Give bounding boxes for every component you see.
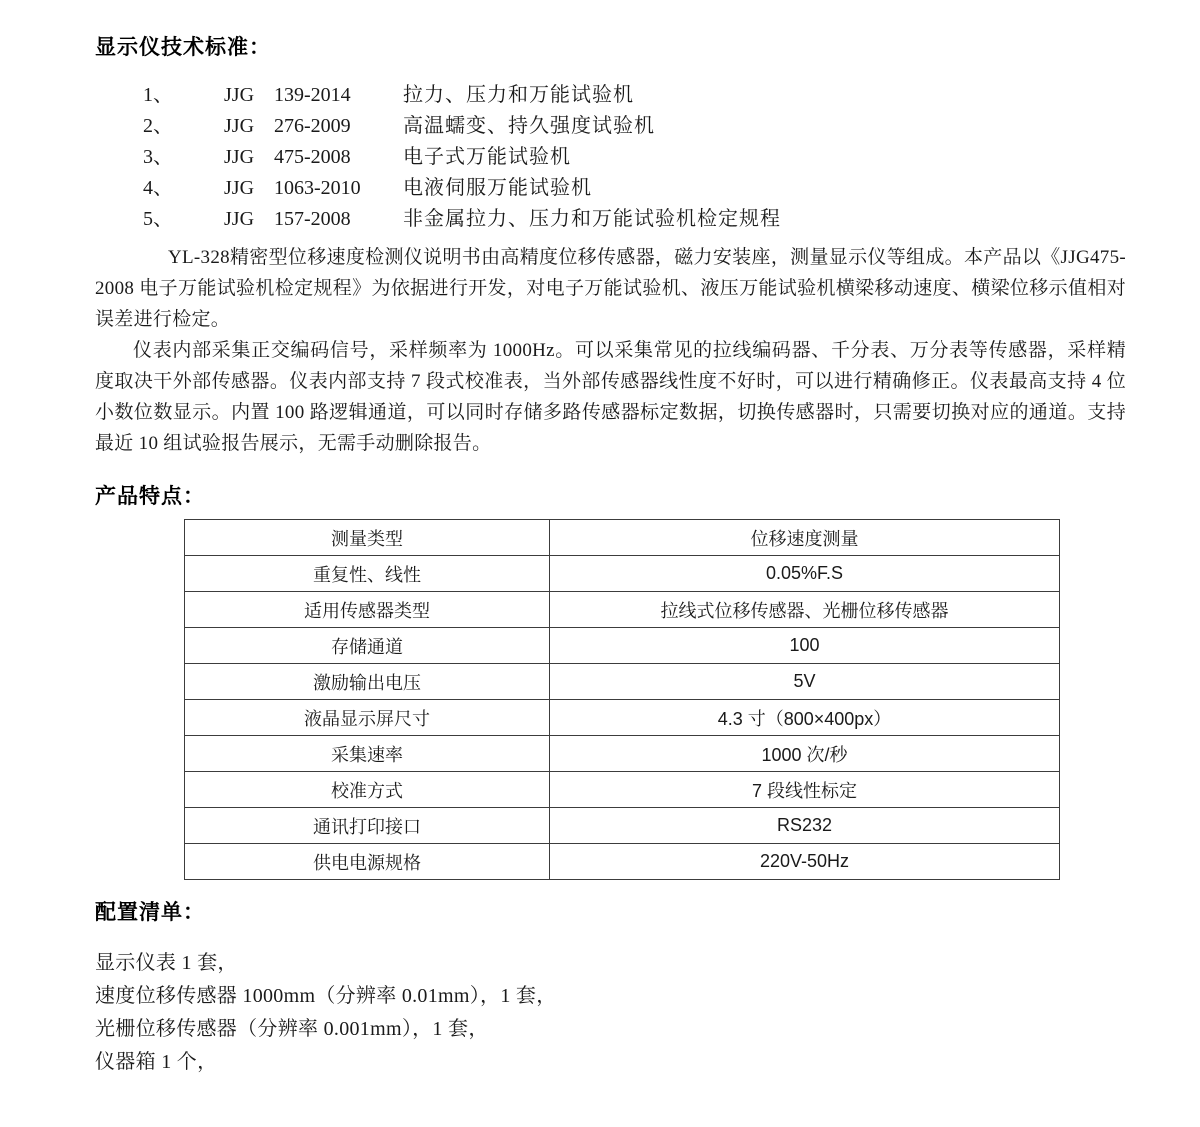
- standard-id: 1063-2010: [274, 177, 361, 199]
- spec-value-cell: RS232: [550, 808, 1060, 844]
- spec-table-row: [185, 520, 1060, 556]
- standard-list-item: [95, 204, 1126, 235]
- standard-id: 139-2014: [274, 84, 351, 106]
- standard-name: 电子式万能试验机: [403, 146, 571, 168]
- spec-value-cell: 5V: [550, 664, 1060, 700]
- standard-item-number: 1、: [143, 84, 173, 106]
- spec-value-cell: 位移速度测量: [550, 520, 1060, 556]
- standard-name: 电液伺服万能试验机: [403, 177, 592, 199]
- spec-label-cell: 激励输出电压: [185, 664, 550, 700]
- config-heading: 配置清单：: [95, 900, 205, 924]
- spec-table-row: [185, 664, 1060, 700]
- config-list-item: 速度位移传感器 1000mm（分辨率 0.01mm），1 套，: [95, 985, 557, 1007]
- spec-table-body: [185, 520, 1060, 880]
- spec-label-cell: 存储通道: [185, 628, 550, 664]
- standard-list-item: [95, 80, 1126, 111]
- standard-id: 157-2008: [274, 208, 351, 230]
- intro-paragraph: YL-328精密型位移速度检测仪说明书由高精度位移传感器，磁力安装座，测量显示仪等组成。本产品以《JJG475-2008 电子万能试验机检定规程》为依据进行开发，对电子万能试验机、液压万能试验机横梁移动速度、横梁位移示值相对误差进行检定。: [95, 247, 1126, 330]
- spec-table-row: [185, 808, 1060, 844]
- standard-list-item: [95, 173, 1126, 204]
- spec-value-cell: 100: [550, 628, 1060, 664]
- standard-code: JJG: [224, 177, 255, 199]
- detail-paragraph: 仪表内部采集正交编码信号，采样频率为 1000Hz。可以采集常见的拉线编码器、千分表、万分表等传感器，采样精度取决干外部传感器。仪表内部支持 7 段式校准表，当外部传感器线性度不好时，可以进行精确修正。仪表最高支持 4 位小数位数显示。内置 100 路逻辑通道，可以同时存储多路传感器标定数据，切换传感器时，只需要切换对应的通道。支持最近 10 组试验报告展示，无需手动删除报告。: [95, 340, 1126, 454]
- spec-table-row: [185, 772, 1060, 808]
- standards-list: [95, 80, 1126, 235]
- spec-label-cell: 重复性、线性: [185, 556, 550, 592]
- spec-table-row: [185, 592, 1060, 628]
- standard-code: JJG: [224, 146, 255, 168]
- spec-value-cell: 220V-50Hz: [550, 844, 1060, 880]
- spec-label-cell: 校准方式: [185, 772, 550, 808]
- config-list: [95, 947, 1126, 1079]
- spec-table-row: [185, 844, 1060, 880]
- spec-table: [184, 519, 1060, 880]
- spec-table-row: [185, 700, 1060, 736]
- spec-value-cell: 1000 次/秒: [550, 736, 1060, 772]
- spec-value-cell: 7 段线性标定: [550, 772, 1060, 808]
- standard-code: JJG: [224, 208, 255, 230]
- spec-label-cell: 测量类型: [185, 520, 550, 556]
- standard-id: 475-2008: [274, 146, 351, 168]
- config-list-item: 光栅位移传感器（分辨率 0.001mm），1 套，: [95, 1018, 489, 1040]
- spec-label-cell: 液晶显示屏尺寸: [185, 700, 550, 736]
- standard-item-number: 3、: [143, 146, 173, 168]
- spec-table-row: [185, 736, 1060, 772]
- spec-value-cell: 0.05%F.S: [550, 556, 1060, 592]
- spec-label-cell: 通讯打印接口: [185, 808, 550, 844]
- spec-label-cell: 采集速率: [185, 736, 550, 772]
- standard-code: JJG: [224, 84, 255, 106]
- features-heading: 产品特点：: [95, 484, 205, 508]
- standard-name: 高温蠕变、持久强度试验机: [403, 115, 655, 137]
- spec-label-cell: 适用传感器类型: [185, 592, 550, 628]
- standard-item-number: 5、: [143, 208, 173, 230]
- standard-id: 276-2009: [274, 115, 351, 137]
- standard-item-number: 4、: [143, 177, 173, 199]
- standard-name: 拉力、压力和万能试验机: [403, 84, 634, 106]
- standard-list-item: [95, 142, 1126, 173]
- config-list-item: 仪器箱 1 个，: [95, 1051, 218, 1073]
- standard-item-number: 2、: [143, 115, 173, 137]
- standard-name: 非金属拉力、压力和万能试验机检定规程: [403, 208, 781, 230]
- config-list-item: 显示仪表 1 套，: [95, 952, 238, 974]
- spec-label-cell: 供电电源规格: [185, 844, 550, 880]
- spec-table-row: [185, 556, 1060, 592]
- spec-value-cell: 4.3 寸（800×400px）: [550, 700, 1060, 736]
- standard-list-item: [95, 111, 1126, 142]
- standard-code: JJG: [224, 115, 255, 137]
- spec-table-row: [185, 628, 1060, 664]
- spec-value-cell: 拉线式位移传感器、光栅位移传感器: [550, 592, 1060, 628]
- standards-heading: 显示仪技术标准：: [95, 35, 271, 59]
